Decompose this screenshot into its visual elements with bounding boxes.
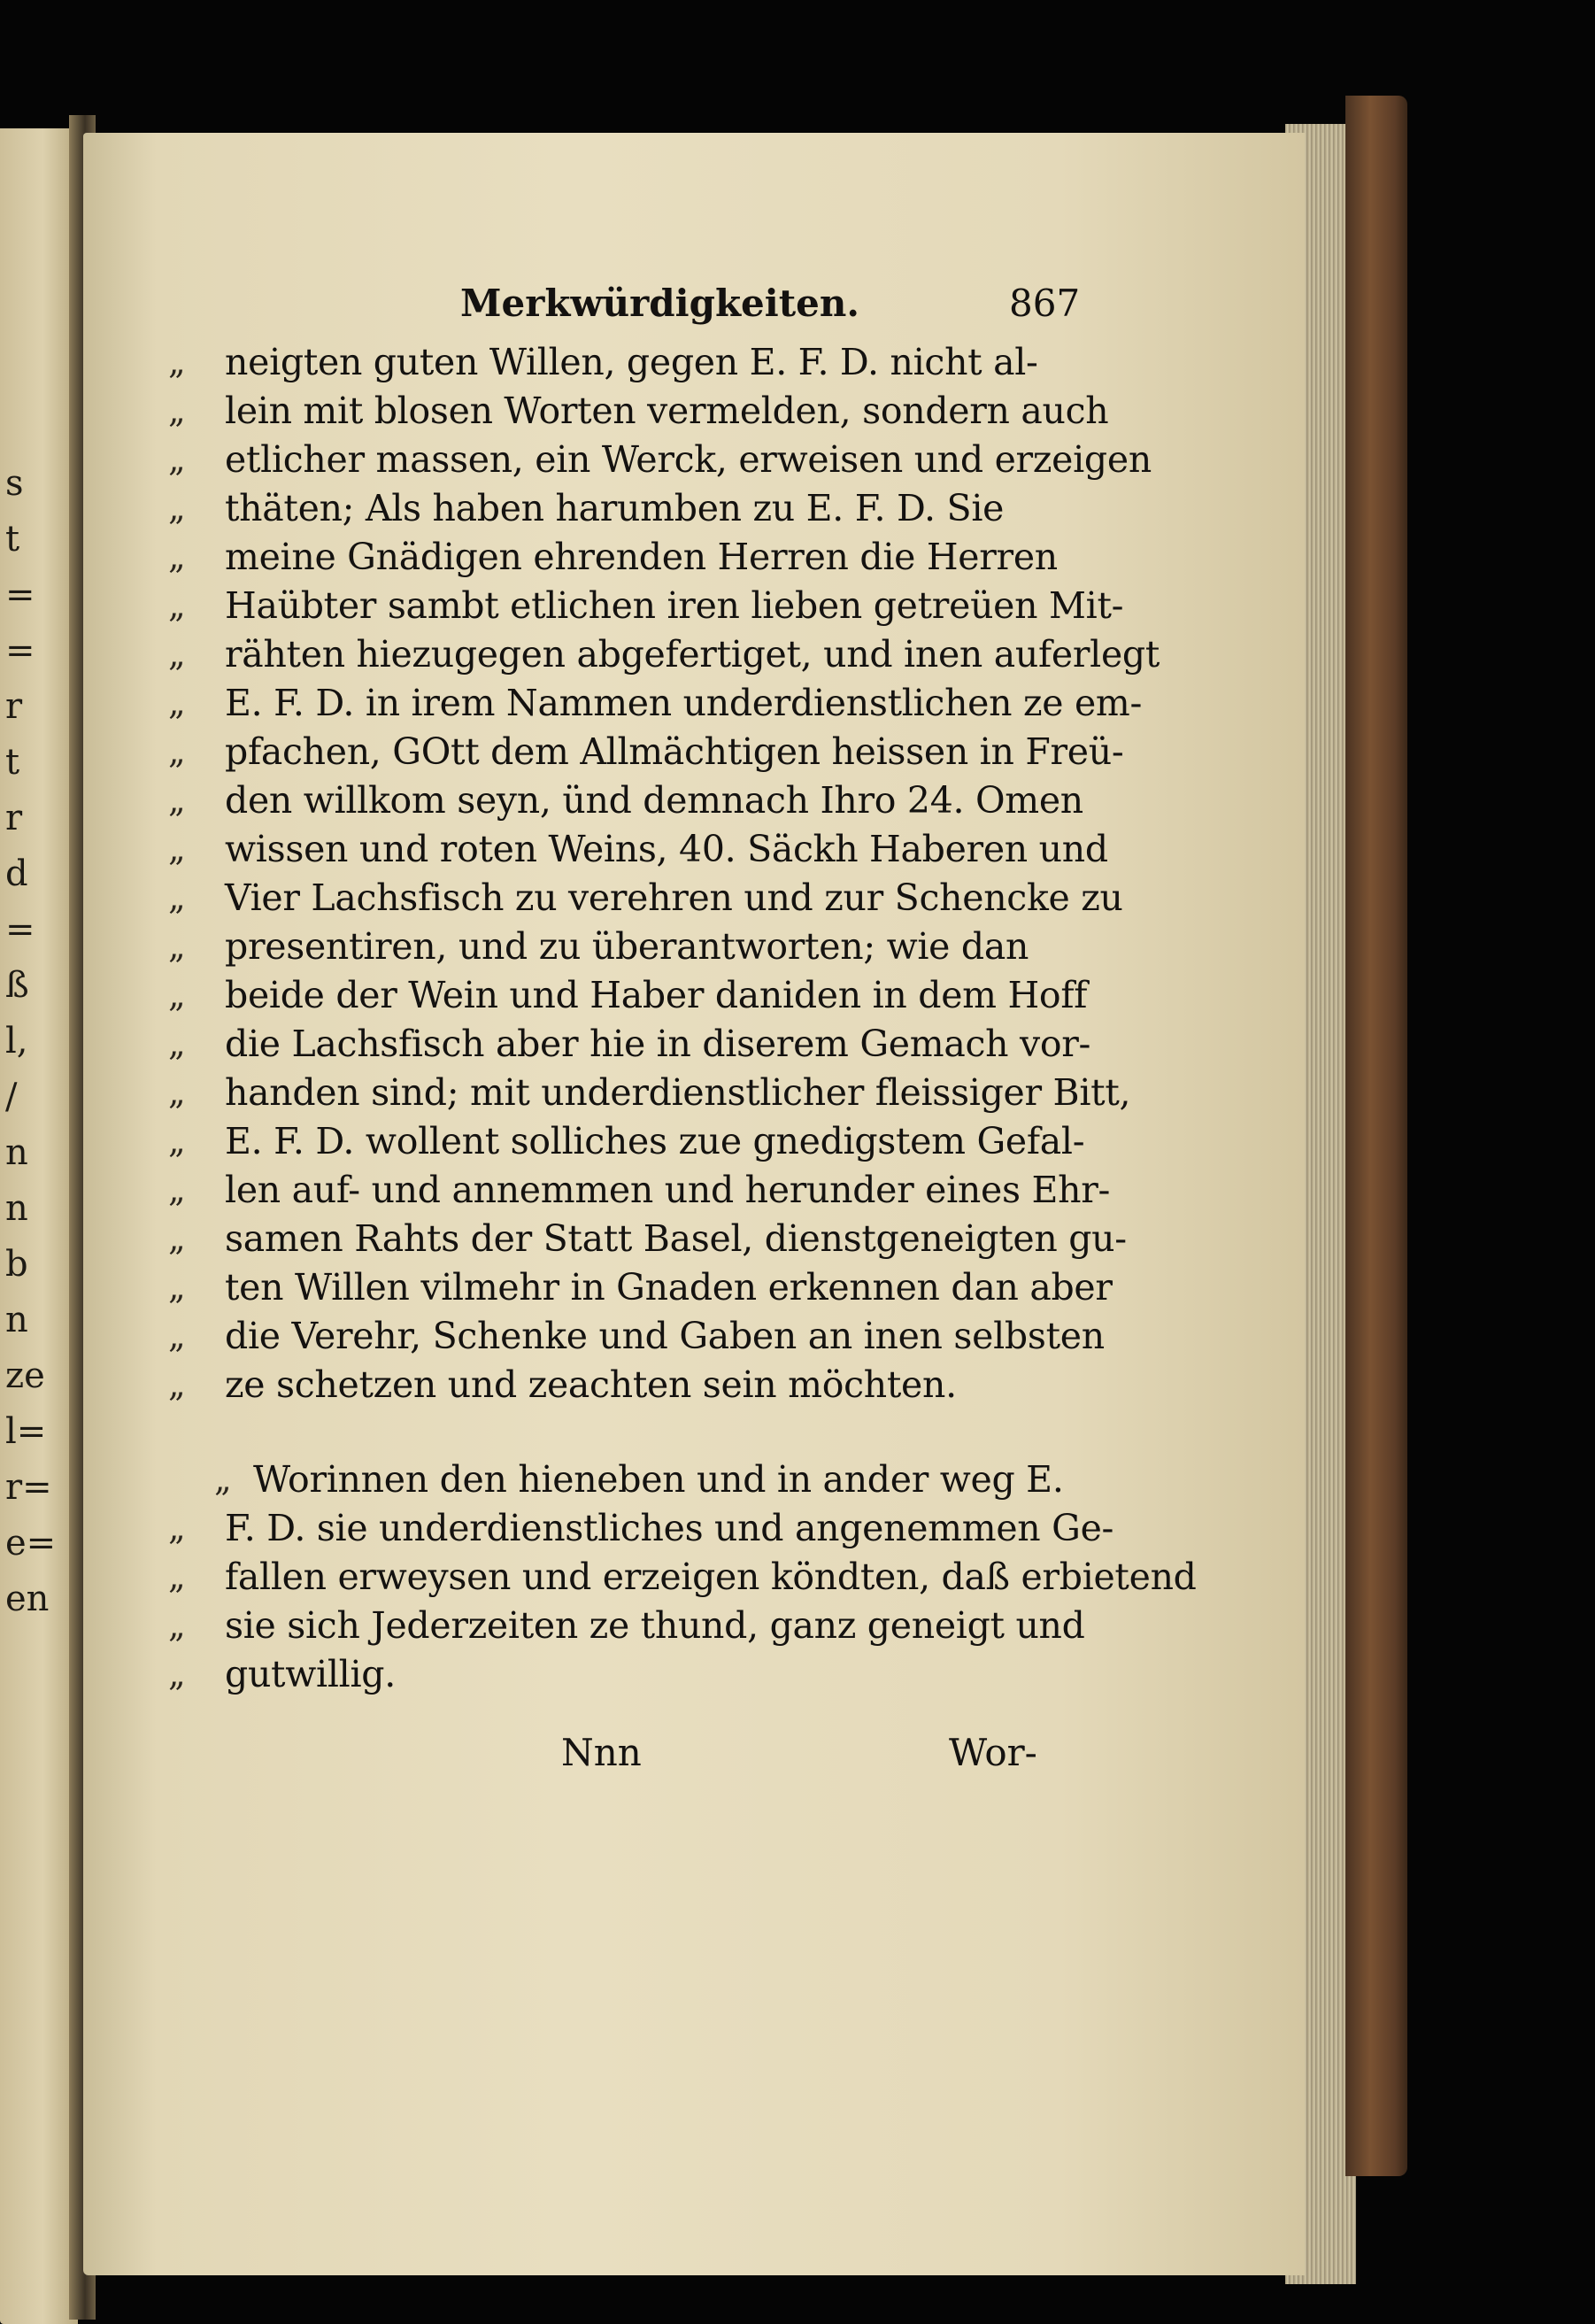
text-line xyxy=(168,825,1108,874)
previous-page-edge xyxy=(0,128,78,2324)
fragment: t xyxy=(5,519,20,560)
quotation-mark: „ xyxy=(168,537,186,576)
page-header xyxy=(460,282,1098,335)
text-line xyxy=(168,338,1098,387)
line-text: rähten hiezugegen abgefertiget, und inen auferlegt xyxy=(225,633,1160,676)
paragraph-1 xyxy=(168,338,1160,1409)
text-line xyxy=(168,436,1152,484)
text-line xyxy=(168,971,1098,1020)
quotation-mark: „ xyxy=(168,781,186,820)
quotation-mark: „ xyxy=(168,1655,186,1694)
text-line xyxy=(168,1650,1098,1699)
text-line xyxy=(168,484,1098,533)
quotation-mark: „ xyxy=(168,1316,186,1355)
quotation-mark: „ xyxy=(168,391,186,430)
quotation-mark: „ xyxy=(168,1557,186,1596)
text-line xyxy=(168,1166,1111,1215)
quotation-mark: „ xyxy=(168,1606,186,1645)
line-text: presentiren, und zu überantworten; wie dan xyxy=(225,925,1029,968)
text-line xyxy=(168,1312,1105,1361)
page-footer xyxy=(168,1731,1098,1784)
fragment: n xyxy=(5,1300,28,1340)
fragment: en xyxy=(5,1579,50,1619)
fragment: s xyxy=(5,463,24,504)
text-line xyxy=(168,1455,1098,1504)
fragment: l, xyxy=(5,1021,28,1062)
quotation-mark: „ xyxy=(168,1122,186,1161)
fragment: = xyxy=(5,909,35,950)
catchword: Wor- xyxy=(949,1731,1037,1774)
quotation-mark: „ xyxy=(168,830,186,869)
line-text: lein mit blosen Worten vermelden, sondern auch xyxy=(225,390,1109,432)
line-text: fallen erweysen und erzeigen köndten, daß erbietend xyxy=(225,1556,1197,1598)
text-line xyxy=(168,923,1098,971)
quotation-mark: „ xyxy=(168,489,186,528)
line-text: ten Willen vilmehr in Gnaden erkennen dan aber xyxy=(225,1266,1113,1309)
book-cover xyxy=(1345,96,1407,2176)
text-line xyxy=(168,1361,1098,1409)
line-text: wissen und roten Weins, 40. Säckh Haberen und xyxy=(225,828,1108,870)
fragment: n xyxy=(5,1132,28,1173)
text-line xyxy=(168,728,1124,776)
line-text: Haübter sambt etlichen iren lieben getreüen Mit- xyxy=(225,584,1124,627)
quotation-mark: „ xyxy=(214,1460,232,1499)
line-text: Worinnen den hieneben und in ander weg E. xyxy=(253,1458,1064,1501)
quotation-mark: „ xyxy=(168,1024,186,1063)
line-text: samen Rahts der Statt Basel, dienstgeneigten gu- xyxy=(225,1217,1127,1260)
text-line xyxy=(168,1263,1113,1312)
quotation-mark: „ xyxy=(168,1509,186,1548)
fragment: e= xyxy=(5,1523,57,1563)
text-line xyxy=(168,1069,1131,1117)
fragment: r xyxy=(5,798,23,838)
text-line xyxy=(168,1504,1114,1553)
quotation-mark: „ xyxy=(168,1073,186,1112)
quotation-mark: „ xyxy=(168,927,186,966)
running-head: Merkwürdigkeiten. xyxy=(460,282,860,325)
line-text: E. F. D. in irem Nammen underdienstlichen ze em- xyxy=(225,682,1143,724)
text-line xyxy=(168,1020,1098,1069)
line-text: thäten; Als haben harumben zu E. F. D. Sie xyxy=(225,487,1005,529)
fragment: n xyxy=(5,1188,28,1229)
line-text: ze schetzen und zeachten sein möchten. xyxy=(225,1363,957,1406)
line-text: sie sich Jederzeiten ze thund, ganz geneigt und xyxy=(225,1604,1085,1647)
line-text: pfachen, GOtt dem Allmächtigen heissen in Freü- xyxy=(225,730,1124,773)
line-text: die Verehr, Schenke und Gaben an inen selbsten xyxy=(225,1315,1105,1357)
quotation-mark: „ xyxy=(168,683,186,722)
text-line xyxy=(168,1553,1197,1602)
line-text: gutwillig. xyxy=(225,1653,396,1695)
text-line xyxy=(168,387,1109,436)
text-line xyxy=(168,679,1143,728)
quotation-mark: „ xyxy=(168,586,186,625)
text-line xyxy=(168,533,1098,582)
text-line xyxy=(168,1117,1098,1166)
fragment: l= xyxy=(5,1411,47,1452)
line-text: beide der Wein und Haber daniden in dem Hoff xyxy=(225,974,1088,1016)
line-text: die Lachsfisch aber hie in diserem Gemach vor- xyxy=(225,1023,1091,1065)
line-text: den willkom seyn, ünd demnach Ihro 24. Omen xyxy=(225,779,1083,822)
line-text: meine Gnädigen ehrenden Herren die Herren xyxy=(225,536,1058,578)
text-line xyxy=(168,776,1098,825)
text-line xyxy=(168,630,1160,679)
quotation-mark: „ xyxy=(168,878,186,917)
signature-mark: Nnn xyxy=(561,1731,642,1774)
fragment: b xyxy=(5,1244,28,1285)
page-content xyxy=(168,282,1197,1784)
text-line xyxy=(168,1602,1098,1650)
quotation-mark: „ xyxy=(168,732,186,771)
fragment: ze xyxy=(5,1355,45,1396)
text-line xyxy=(168,874,1123,923)
quotation-mark: „ xyxy=(168,1365,186,1404)
fragment: r= xyxy=(5,1467,52,1508)
quotation-mark: „ xyxy=(168,976,186,1015)
line-text: Vier Lachsfisch zu verehren und zur Schencke zu xyxy=(225,876,1123,919)
fragment: d xyxy=(5,853,28,894)
text-line xyxy=(168,1215,1127,1263)
quotation-mark: „ xyxy=(168,635,186,674)
paragraph-2 xyxy=(168,1455,1197,1699)
fragment: t xyxy=(5,742,20,783)
previous-page-text-fragments xyxy=(5,456,67,1627)
line-text: neigten guten Willen, gegen E. F. D. nicht al- xyxy=(225,341,1038,383)
quotation-mark: „ xyxy=(168,440,186,479)
fragment: = xyxy=(5,630,35,671)
quotation-mark: „ xyxy=(168,1219,186,1258)
fragment: / xyxy=(5,1077,18,1117)
quotation-mark: „ xyxy=(168,343,186,382)
line-text: len auf- und annemmen und herunder eines Ehr- xyxy=(225,1169,1111,1211)
line-text: E. F. D. wollent solliches zue gnedigstem Gefal- xyxy=(225,1120,1085,1162)
fragment: ß xyxy=(5,965,29,1006)
fragment: = xyxy=(5,575,35,615)
page-number: 867 xyxy=(1009,282,1081,325)
fragment: r xyxy=(5,686,23,727)
line-text: handen sind; mit underdienstlicher fleissiger Bitt, xyxy=(225,1071,1131,1114)
quotation-mark: „ xyxy=(168,1268,186,1307)
line-text: F. D. sie underdienstliches und angenemmen Ge- xyxy=(225,1507,1114,1549)
quotation-mark: „ xyxy=(168,1170,186,1209)
text-line xyxy=(168,582,1124,630)
line-text: etlicher massen, ein Werck, erweisen und erzeigen xyxy=(225,438,1152,481)
